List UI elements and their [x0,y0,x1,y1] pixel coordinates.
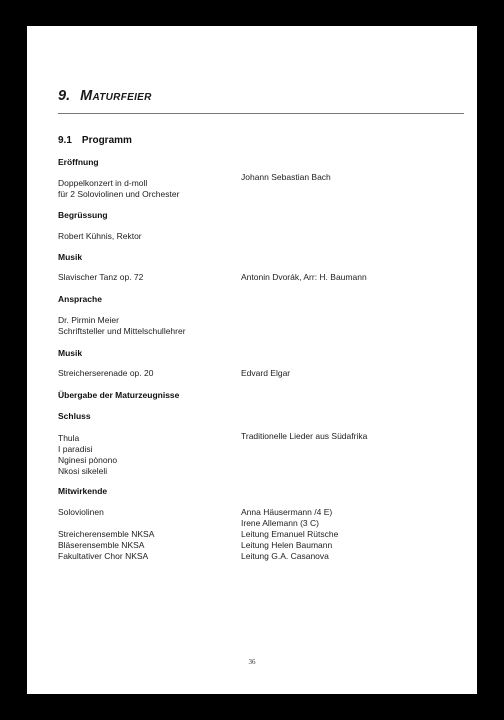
mitwirkende-role: Fakultativer Chor NKSA [58,551,149,561]
mitwirkende-person: Leitung Emanuel Rütsche [241,529,339,539]
section-name: Programm [81,135,132,146]
chapter-name: Maturfeier [80,88,152,104]
begruessung-speaker: Robert Kühnis, Rektor [58,231,142,241]
heading-musik-2: Musik [58,348,83,358]
section-title [58,135,132,146]
eroeffnung-text [58,178,179,200]
musik-1-piece: Slavischer Tanz op. 72 [58,272,144,282]
mitwirkende-person: Leitung G.A. Casanova [241,551,329,561]
mitwirkende-left [58,507,154,562]
heading-eroeffnung: Eröffnung [58,157,99,167]
ansprache-line: Schriftsteller und Mittelschullehrer [58,326,186,336]
heading-schluss: Schluss [58,411,91,421]
heading-uebergabe: Übergabe der Maturzeugnisse [58,390,180,400]
musik-2-composer: Edvard Elgar [241,368,291,378]
eroeffnung-composer: Johann Sebastian Bach [241,172,331,182]
schluss-song: I paradisi [58,444,93,454]
mitwirkende-role: Streicherensemble NKSA [58,529,155,539]
chapter-number: 9. [58,88,71,104]
heading-ansprache: Ansprache [58,294,102,304]
schluss-credit: Traditionelle Lieder aus Südafrika [241,431,368,441]
heading-begruessung: Begrüssung [58,210,108,220]
mitwirkende-person: Leitung Helen Baumann [241,540,333,550]
heading-mitwirkende: Mitwirkende [58,486,108,496]
ansprache-line: Dr. Pirmin Meier [58,315,119,325]
schluss-song: Nginesi pònono [58,455,118,465]
schluss-songs [58,433,117,477]
section-number: 9.1 [58,135,72,146]
page-number: 36 [248,658,256,666]
schluss-song: Thula [58,433,80,443]
mitwirkende-role: Soloviolinen [58,507,104,517]
ansprache-text [58,315,186,337]
mitwirkende-right [241,507,338,562]
chapter-title [58,88,152,104]
musik-1-composer: Antonin Dvorák, Arr: H. Baumann [241,272,367,282]
heading-musik-1: Musik [58,252,83,262]
document-page [27,26,477,694]
title-rule [58,113,464,114]
mitwirkende-person: Irene Allemann (3 C) [241,518,319,528]
spacer [58,518,154,529]
eroeffnung-line: Doppelkonzert in d-moll [58,178,148,188]
schluss-song: Nkosi sikeleli [58,466,108,476]
musik-2-piece: Streicherserenade op. 20 [58,368,154,378]
eroeffnung-line: für 2 Soloviolinen und Orchester [58,189,180,199]
mitwirkende-person: Anna Häusermann /4 E) [241,507,333,517]
mitwirkende-role: Bläserensemble NKSA [58,540,145,550]
